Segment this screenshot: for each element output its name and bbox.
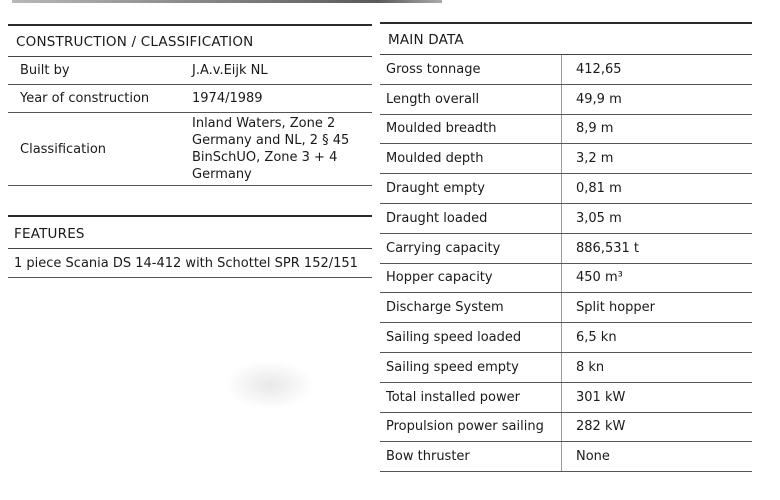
- main-data-value: 886,531 t: [576, 240, 639, 256]
- main-data-label: Moulded depth: [380, 144, 562, 173]
- table-row: [380, 442, 752, 472]
- table-row: [380, 234, 752, 264]
- main-data-label: Carrying capacity: [380, 234, 562, 263]
- table-row: [380, 174, 752, 204]
- table-row: [380, 383, 752, 413]
- construction-heading: CONSTRUCTION / CLASSIFICATION: [8, 26, 372, 57]
- main-data-value: 49,9 m: [576, 91, 622, 107]
- year-label: Year of construction: [20, 91, 150, 106]
- table-row: [380, 353, 752, 383]
- classification-line: BinSchUO, Zone 3 + 4: [192, 150, 338, 165]
- table-row: [380, 55, 752, 85]
- classification-line: Germany and NL, 2 § 45: [192, 133, 350, 148]
- main-data-label: Discharge System: [380, 293, 562, 322]
- table-row-classification: [8, 113, 372, 186]
- main-data-value: Split hopper: [576, 300, 655, 316]
- main-data-value: 8,9 m: [576, 121, 614, 137]
- main-data-value: 412,65: [576, 61, 622, 77]
- built-by-value: J.A.v.Eijk NL: [192, 63, 268, 78]
- construction-classification-table: [8, 24, 372, 186]
- main-data-label: Draught loaded: [380, 204, 562, 233]
- classification-line: Inland Waters, Zone 2: [192, 116, 336, 131]
- scan-smudge: [225, 360, 315, 410]
- main-data-label: Sailing speed loaded: [380, 323, 562, 352]
- main-data-label: Hopper capacity: [380, 264, 562, 293]
- features-section: [8, 215, 372, 278]
- features-heading: FEATURES: [8, 217, 372, 249]
- built-by-label: Built by: [20, 63, 70, 78]
- table-row: [380, 323, 752, 353]
- main-data-label: Sailing speed empty: [380, 353, 562, 382]
- main-data-value: 0,81 m: [576, 181, 622, 197]
- table-row: [380, 293, 752, 323]
- main-data-value: None: [576, 449, 610, 465]
- main-data-value: 450 m³: [576, 270, 623, 286]
- main-data-value: 301 kW: [576, 389, 626, 405]
- main-data-label: Draught empty: [380, 174, 562, 203]
- main-data-label: Gross tonnage: [380, 55, 562, 84]
- table-row: [380, 115, 752, 145]
- feature-item: 1 piece Scania DS 14-412 with Schottel SPR 152/151: [8, 249, 372, 278]
- table-row-year: [8, 85, 372, 113]
- table-row: [380, 85, 752, 115]
- main-data-table: [380, 22, 752, 472]
- main-data-value: 282 kW: [576, 419, 626, 435]
- table-row: [380, 264, 752, 294]
- main-data-label: Total installed power: [380, 383, 562, 412]
- table-row: [380, 204, 752, 234]
- main-data-label: Length overall: [380, 85, 562, 114]
- main-data-label: Propulsion power sailing: [380, 413, 562, 442]
- main-data-label: Bow thruster: [380, 442, 562, 471]
- table-row: [380, 144, 752, 174]
- main-data-heading: MAIN DATA: [380, 24, 752, 55]
- table-row: [380, 413, 752, 443]
- main-data-value: 3,05 m: [576, 210, 622, 226]
- main-data-value: 8 kn: [576, 359, 605, 375]
- year-value: 1974/1989: [192, 91, 263, 106]
- main-data-label: Moulded breadth: [380, 115, 562, 144]
- top-decorative-rule: [12, 0, 442, 3]
- classification-value: [180, 115, 349, 183]
- classification-line: Germany: [192, 167, 252, 182]
- main-data-value: 6,5 kn: [576, 330, 617, 346]
- classification-label: Classification: [20, 141, 107, 157]
- table-row-built-by: [8, 57, 372, 85]
- main-data-value: 3,2 m: [576, 151, 614, 167]
